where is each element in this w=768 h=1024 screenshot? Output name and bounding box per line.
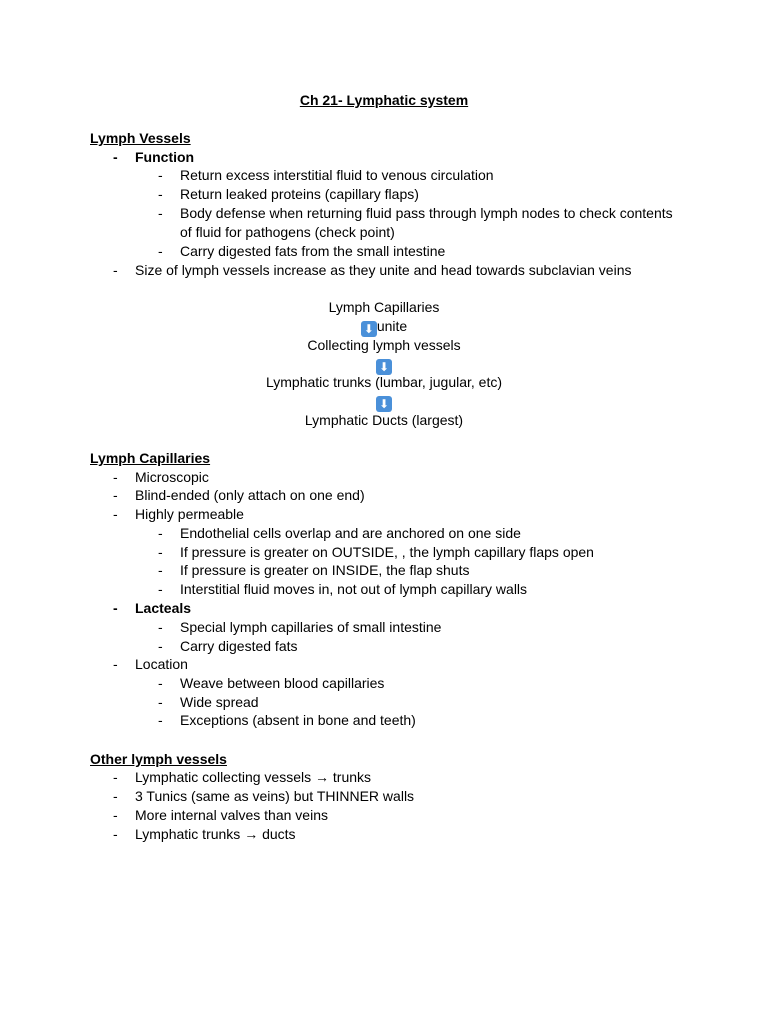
bullet-dash: -	[158, 525, 163, 541]
list-item-text: Highly permeable	[135, 506, 244, 522]
bullet-dash: -	[158, 694, 163, 710]
list-subitem-text: Exceptions (absent in bone and teeth)	[180, 712, 416, 728]
bullet-dash: -	[113, 506, 118, 522]
list-subitem-text: If pressure is greater on INSIDE, the flap shuts	[180, 562, 470, 578]
list-subitem-text: Wide spread	[180, 694, 259, 710]
list-subitem-text: Weave between blood capillaries	[180, 675, 385, 691]
list-item-text: Blind-ended (only attach on one end)	[135, 487, 365, 503]
flow-step-text: Collecting lymph vessels	[307, 337, 461, 353]
flow-step-text: Lymph Capillaries	[328, 299, 440, 315]
flow-step-collecting	[0, 336, 768, 355]
flow-arrow	[0, 355, 768, 375]
list-item-text: Microscopic	[135, 469, 209, 485]
bullet-dash: -	[158, 205, 163, 221]
bullet-dash: -	[113, 769, 118, 785]
list-subitem-text: Special lymph capillaries of small intestine	[180, 619, 442, 635]
down-arrow-icon: ⬇	[361, 321, 377, 337]
bullet-dash: -	[113, 469, 118, 485]
bullet-dash: -	[113, 262, 118, 278]
bullet-dash: -	[158, 638, 163, 654]
list-item-text: More internal valves than veins	[135, 807, 328, 823]
list-item-text: Size of lymph vessels increase as they unite and head towards subclavian veins	[135, 262, 632, 278]
list-item-label: Function	[135, 149, 195, 165]
section-heading-text: Lymph Vessels	[90, 130, 191, 146]
bullet-dash: -	[113, 826, 118, 842]
bullet-dash: -	[158, 675, 163, 691]
list-subitem-text: Carry digested fats	[180, 638, 298, 654]
list-subitem-text: Body defense when returning fluid pass through lymph nodes to check contents	[180, 205, 673, 221]
list-item-text: 3 Tunics (same as veins) but THINNER walls	[135, 788, 415, 804]
flow-arrow-label: unite	[376, 318, 408, 334]
page-title-text: Ch 21- Lymphatic system	[299, 92, 469, 108]
bullet-dash: -	[113, 149, 118, 165]
page-title	[0, 91, 768, 110]
list-item-text: Lymphatic collecting vessels → trunks	[135, 769, 372, 785]
flow-step-ducts	[0, 411, 768, 430]
bullet-dash: -	[113, 487, 118, 503]
bullet-dash: -	[158, 562, 163, 578]
bullet-dash: -	[158, 544, 163, 560]
list-subitem-text: Endothelial cells overlap and are anchored on one side	[180, 525, 521, 541]
flow-step-text: Lymphatic trunks (lumbar, jugular, etc)	[265, 374, 503, 390]
flow-step-text: Lymphatic Ducts (largest)	[304, 412, 464, 428]
bullet-dash: -	[158, 167, 163, 183]
list-item-text: Lymphatic trunks → ducts	[135, 826, 296, 842]
flow-step-capillaries	[0, 298, 768, 317]
bullet-dash: -	[113, 807, 118, 823]
list-subitem-text: If pressure is greater on OUTSIDE, , the lymph capillary flaps open	[180, 544, 594, 560]
flow-arrow	[0, 392, 768, 412]
bullet-dash: -	[158, 243, 163, 259]
list-subitem-text: Return leaked proteins (capillary flaps)	[180, 186, 419, 202]
section-heading-text: Lymph Capillaries	[90, 450, 211, 466]
section-heading-text: Other lymph vessels	[90, 751, 227, 767]
list-item-label: Location	[135, 656, 188, 672]
bullet-dash: -	[113, 788, 118, 804]
bullet-dash: -	[158, 581, 163, 597]
down-arrow-icon: ⬇	[376, 359, 392, 375]
list-subitem-text: Interstitial fluid moves in, not out of lymph capillary walls	[180, 581, 528, 597]
list-item-label: Lacteals	[135, 600, 192, 616]
bullet-dash: -	[158, 186, 163, 202]
flow-step-trunks	[0, 373, 768, 392]
list-subitem-text: of fluid for pathogens (check point)	[180, 224, 395, 240]
list-subitem-text: Return excess interstitial fluid to venous circulation	[180, 167, 494, 183]
bullet-dash: -	[113, 656, 118, 672]
down-arrow-icon: ⬇	[376, 396, 392, 412]
bullet-dash: -	[113, 600, 118, 616]
bullet-dash: -	[158, 712, 163, 728]
list-subitem-text: Carry digested fats from the small intestine	[180, 243, 446, 259]
bullet-dash: -	[158, 619, 163, 635]
flow-arrow-unite	[0, 317, 768, 337]
